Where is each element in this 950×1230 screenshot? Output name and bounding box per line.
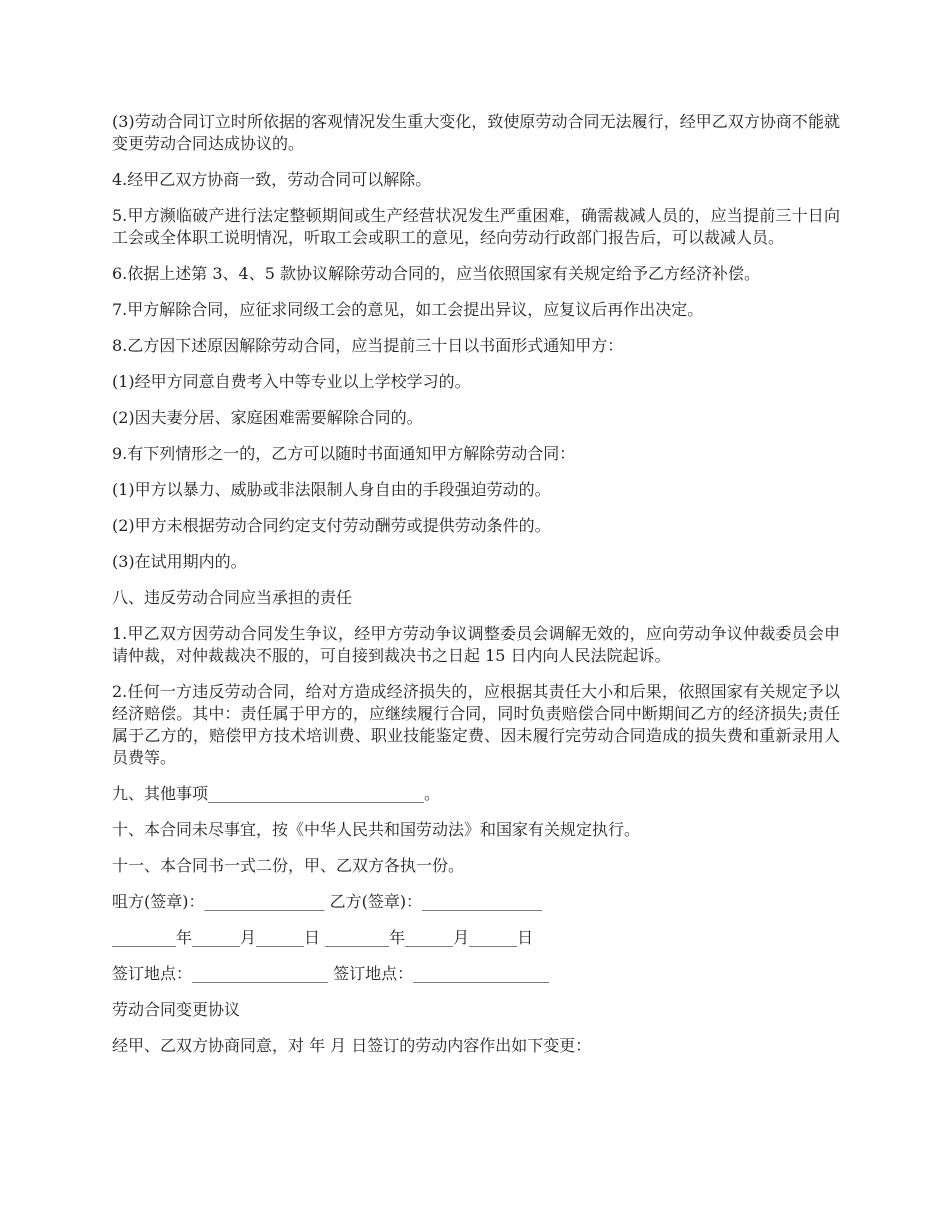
clause-paragraph: 9.有下列情形之一的，乙方可以随时书面通知甲方解除劳动合同： (112, 444, 576, 463)
sub-clause-paragraph: (2)甲方未根据劳动合同约定支付劳动酬劳或提供劳动条件的。 (112, 516, 551, 535)
clause-paragraph: 1.甲乙双方因劳动合同发生争议，经甲方劳动争议调整委员会调解无效的，应向劳动争议仲裁委员会申请仲裁，对仲裁裁决不服的，可自接到裁决书之日起 15 日内向人民法院起诉。 (112, 624, 840, 665)
sub-clause-paragraph: (2)因夫妻分居、家庭困难需要解除合同的。 (112, 408, 423, 427)
document-body (112, 111, 840, 1071)
section-heading: 八、违反劳动合同应当承担的责任 (112, 588, 353, 607)
clause-paragraph: 5.甲方濒临破产进行法定整顿期间或生产经营状况发生严重困难，确需裁减人员的，应当提前三十日向工会或全体职工说明情况，听取工会或职工的意见，经向劳动行政部门报告后，可以裁减人员。 (112, 206, 840, 247)
location-line: 签订地点：_________________ 签订地点：_________________ (112, 964, 550, 983)
sub-clause-paragraph: (3)在试用期内的。 (112, 552, 247, 571)
sub-clause-paragraph: (1)经甲方同意自费考入中等专业以上学校学习的。 (112, 372, 471, 391)
agreement-intro: 经甲、乙双方协商同意，对 年 月 日签订的劳动内容作出如下变更： (112, 1036, 592, 1055)
clause-paragraph: (3)劳动合同订立时所依据的客观情况发生重大变化，致使原劳动合同无法履行，经甲乙双方协商不能就变更劳动合同达成协议的。 (112, 112, 840, 153)
sub-clause-paragraph: (1)甲方以暴力、威胁或非法限制人身自由的手段强迫劳动的。 (112, 480, 551, 499)
section-heading: 十一、本合同书一式二份，甲、乙双方各执一份。 (112, 856, 465, 875)
section-heading: 九、其他事项___________________________。 (112, 784, 441, 803)
date-line: ________年______月______日 ________年______月______日 (112, 928, 534, 947)
section-heading: 十、本合同未尽事宜，按《中华人民共和国劳动法》和国家有关规定执行。 (112, 820, 641, 839)
clause-paragraph: 6.依据上述第 3、4、5 款协议解除劳动合同的，应当依照国家有关规定给予乙方经济补偿。 (112, 264, 760, 283)
clause-paragraph: 2.任何一方违反劳动合同，给对方造成经济损失的，应根据其责任大小和后果，依照国家有关规定予以经济赔偿。其中：责任属于甲方的，应继续履行合同，同时负责赔偿合同中断期间乙方的经济损失;责任属于乙方的，赔偿甲方技术培训费、职业技能鉴定费、因未履行完劳动合同造成的损失费和重新录用人员费等。 (112, 682, 840, 767)
clause-paragraph: 8.乙方因下述原因解除劳动合同，应当提前三十日以书面形式通知甲方： (112, 336, 624, 355)
clause-paragraph: 7.甲方解除合同，应征求同级工会的意见，如工会提出异议，应复议后再作出决定。 (112, 300, 704, 319)
clause-paragraph: 4.经甲乙双方协商一致，劳动合同可以解除。 (112, 170, 432, 189)
agreement-title: 劳动合同变更协议 (112, 1000, 241, 1019)
signature-line: 咀方(签章)：_______________ 乙方(签章)：_______________ (112, 892, 543, 911)
